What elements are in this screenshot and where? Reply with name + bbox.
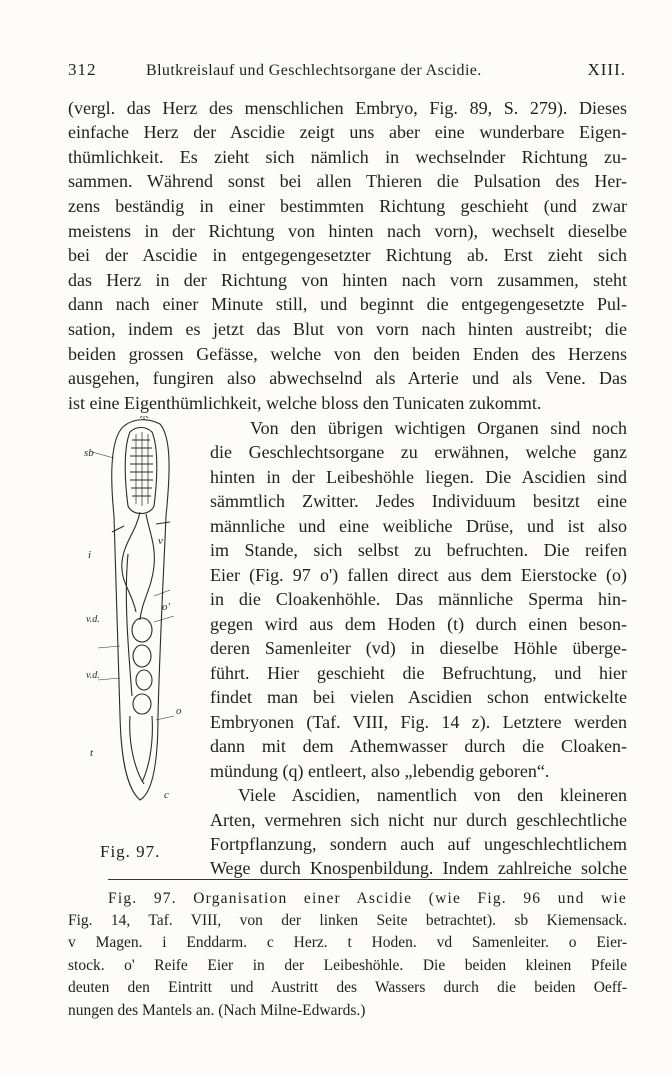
text-line: hinten in der Leibeshöhle liegen. Die Ascidien sind — [210, 467, 627, 487]
caption-line: v Magen. i Enddarm. c Herz. t Hoden. vd Samenleiter. o Eier- — [68, 934, 627, 951]
figure-letter-sb: sb — [84, 447, 94, 459]
figure-letter-o-prime: o' — [162, 601, 170, 613]
text-line: (vergl. das Herz des menschlichen Embryo, Fig. 89, S. 279). Dieses — [68, 98, 627, 118]
figure-letter-o: o — [176, 705, 182, 717]
page-number: 312 — [68, 60, 97, 79]
text-line: sämmtlich Zwitter. Jedes Individuum besitzt eine — [210, 491, 627, 511]
text-line: führt. Hier geschieht die Befruchtung, und hier — [210, 663, 627, 683]
caption-line: deuten den Eintritt und Austritt des Wassers durch die beiden Oeff- — [68, 979, 627, 996]
caption-divider — [108, 879, 628, 880]
chapter-number: XIII. — [587, 60, 626, 79]
figure-letter-i: i — [88, 549, 92, 561]
figure-letter-c: c — [164, 789, 169, 801]
text-line: findet man bei vielen Ascidien schon entwickelte — [210, 687, 627, 707]
text-line: die Geschlechtsorgane zu erwähnen, welche ganz — [210, 442, 627, 462]
text-line: im Stande, sich selbst zu befruchten. Die reifen — [210, 540, 627, 560]
caption-line: Fig. 14, Taf. VIII, von der linken Seite betrachtet). sb Kiemensack. — [68, 912, 627, 929]
text-line: bei der Ascidie in entgegengesetzter Richtung ab. Erst zieht sich — [68, 245, 627, 265]
text-line: ist eine Eigenthümlichkeit, welche bloss den Tunicaten zukommt. — [68, 393, 542, 413]
text-line: Fortpflanzung, sondern auch auf ungeschlechtlichem — [210, 834, 627, 854]
caption-line: Fig. 97. Organisation einer Ascidie (wie Fig. 96 und wie — [108, 890, 627, 907]
text-line: sation, indem es jetzt das Blut von vorn nach hinten austreibt; die — [68, 319, 627, 339]
text-line: Von den übrigen wichtigen Organen sind noch — [250, 418, 627, 438]
text-line: mündung (q) entleert, also „lebendig geboren“. — [210, 761, 550, 781]
text-line: dann mit dem Athemwasser durch die Cloaken- — [210, 736, 627, 756]
text-line: meistens in der Richtung von hinten nach vorn), wechselt dieselbe — [68, 221, 627, 241]
running-title: Blutkreislauf und Geschlechtsorgane der Ascidie. — [146, 62, 482, 79]
caption-line: stock. o' Reife Eier in der Leibeshöhle. Die beiden kleinen Pfeile — [68, 957, 627, 974]
figure-label: Fig. 97. — [100, 842, 161, 861]
caption-line: nungen des Mantels an. (Nach Milne-Edwards.) — [68, 1002, 366, 1019]
ascidia-figure — [84, 416, 202, 806]
text-line: dann nach einer Minute still, und beginnt die entgegengesetzte Pul- — [68, 294, 627, 314]
text-line: deren Samenleiter (vd) in dieselbe Höhle überge- — [210, 638, 627, 658]
text-line: gegen wird aus dem Hoden (t) durch einen beson- — [210, 614, 627, 634]
text-line: Eier (Fig. 97 o') fallen direct aus dem Eierstocke (o) — [210, 565, 627, 585]
figure-letter-v: v — [158, 535, 163, 547]
text-line: Embryonen (Taf. VIII, Fig. 14 z). Letztere werden — [210, 712, 627, 732]
text-line: Arten, vermehren sich nicht nur durch geschlechtliche — [210, 810, 627, 830]
text-line: Viele Ascidien, namentlich von den kleineren — [238, 785, 627, 805]
text-line: einfache Herz der Ascidie zeigt uns aber eine wunderbare Eigen- — [68, 122, 627, 142]
text-line: beiden grossen Gefässe, welche von den beiden Enden des Herzens — [68, 344, 627, 364]
text-line: sammen. Während sonst bei allen Thieren die Pulsation des Her- — [68, 171, 627, 191]
text-line: in die Cloakenhöhle. Das männliche Sperma hin- — [210, 589, 627, 609]
text-line: ausgehen, fungiren also abwechselnd als Arterie und als Vene. Das — [68, 368, 627, 388]
ascidia-drawing — [84, 416, 202, 806]
text-line: zens beständig in einer bestimmten Richtung geschieht (und zwar — [68, 196, 627, 216]
text-line: thümlichkeit. Es zieht sich nämlich in wechselnder Richtung zu- — [68, 147, 627, 167]
figure-letter-vd-upper: v.d. — [86, 614, 100, 625]
text-line: Wege durch Knospenbildung. Indem zahlreiche solche — [210, 858, 627, 878]
text-line: männliche und eine weibliche Drüse, und ist also — [210, 516, 627, 536]
figure-letter-t: t — [90, 747, 94, 759]
figure-letter-vd-lower: v.d. — [86, 670, 100, 681]
page-header — [68, 60, 628, 86]
text-line: das Herz in der Richtung von hinten nach vorn zusammen, steht — [68, 270, 627, 290]
